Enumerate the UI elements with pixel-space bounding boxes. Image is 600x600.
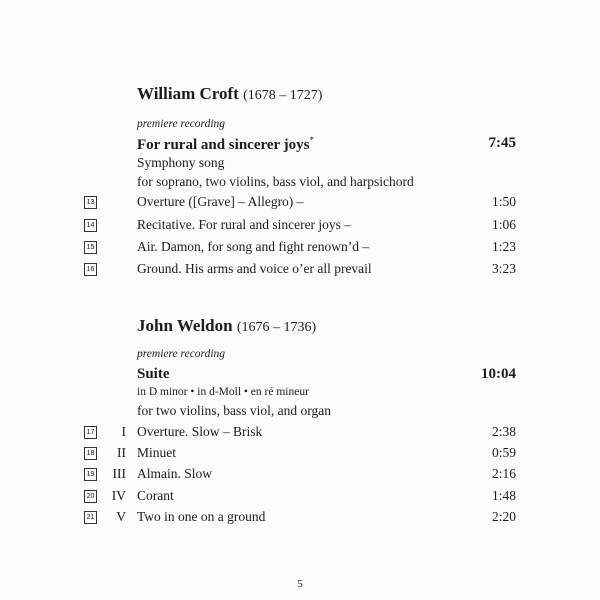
track-title: Overture. Slow – Brisk [137, 424, 263, 439]
work-key: in D minor • in d-Moll • en ré mineur [137, 386, 309, 398]
track-title: Corant [137, 488, 174, 503]
movement-numeral: I [121, 424, 126, 439]
track-time: 2:38 [491, 424, 516, 439]
composer-name: William Croft [137, 84, 239, 103]
track-time: 0:59 [491, 445, 516, 460]
track-time: 1:23 [491, 239, 516, 254]
track-number-box: 13 [84, 196, 97, 209]
track-number-box: 17 [84, 426, 97, 439]
track-time: 1:48 [491, 488, 516, 503]
work-title-text: For rural and sincerer joys [137, 137, 310, 153]
track-title: Almain. Slow [137, 466, 213, 481]
movement-numeral: IV [111, 488, 126, 503]
work-title: Suite [137, 366, 170, 382]
track-number-box: 15 [84, 241, 97, 254]
premiere-label: premiere recording [137, 348, 226, 360]
track-time: 1:50 [491, 194, 516, 209]
composer-dates: (1676 – 1736) [236, 320, 317, 335]
track-title: Minuet [137, 445, 176, 460]
track-title: Two in one on a ground [137, 509, 266, 524]
track-number-box: 16 [84, 263, 97, 276]
track-title: Recitative. For rural and sincerer joys – [137, 217, 352, 232]
track-number-box: 21 [84, 511, 97, 524]
work-title [137, 135, 314, 154]
work-duration: 10:04 [481, 366, 516, 382]
track-title: Ground. His arms and voice o’er all prevail [137, 261, 372, 276]
track-time: 2:16 [491, 466, 516, 481]
track-time: 2:20 [491, 509, 516, 524]
track-number-box: 18 [84, 447, 97, 460]
track-number-box: 14 [84, 219, 97, 232]
composer-dates: (1678 – 1727) [243, 88, 323, 103]
track-time: 3:23 [491, 261, 516, 276]
track-title: Overture ([Grave] – Allegro) – [137, 194, 304, 209]
composer-heading-croft [137, 84, 322, 104]
track-time: 1:06 [491, 217, 516, 232]
movement-numeral: II [117, 445, 126, 460]
track-number-box: 20 [84, 490, 97, 503]
work-duration: 7:45 [488, 135, 516, 151]
premiere-label: premiere recording [137, 118, 226, 130]
composer-heading-weldon [137, 316, 316, 336]
movement-numeral: V [116, 509, 126, 524]
work-scoring: for soprano, two violins, bass viol, and harpsichord [137, 174, 414, 189]
composer-name: John Weldon [137, 316, 233, 335]
page-number: 5 [297, 578, 303, 590]
work-scoring: for two violins, bass viol, and organ [137, 403, 331, 418]
movement-numeral: III [112, 466, 126, 481]
footnote-mark: * [309, 135, 314, 145]
track-number-box: 19 [84, 468, 97, 481]
track-title: Air. Damon, for song and fight renown’d – [137, 239, 370, 254]
work-subtitle: Symphony song [137, 155, 225, 170]
